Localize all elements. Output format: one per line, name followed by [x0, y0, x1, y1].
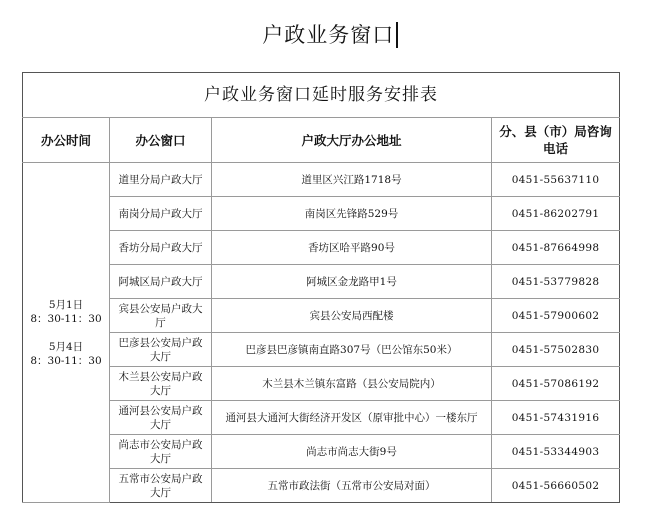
table-row — [23, 299, 620, 333]
table-row — [23, 197, 620, 231]
phone-cell: 0451-57086192 — [492, 367, 620, 401]
text-cursor — [396, 22, 398, 48]
office-date-1: 5月1日 — [48, 298, 84, 311]
phone-cell: 0451-55637110 — [492, 163, 620, 197]
window-cell: 宾县公安局户政大厅 — [110, 299, 212, 333]
col-header-time: 办公时间 — [23, 118, 110, 163]
phone-cell: 0451-57900602 — [492, 299, 620, 333]
spacer — [27, 326, 105, 340]
table-title: 户政业务窗口延时服务安排表 — [23, 73, 620, 118]
address-cell: 香坊区哈平路90号 — [212, 231, 492, 265]
address-cell: 通河县大通河大街经济开发区（原审批中心）一楼东厅 — [212, 401, 492, 435]
table-row — [23, 265, 620, 299]
window-cell: 阿城区局户政大厅 — [110, 265, 212, 299]
table-row — [23, 435, 620, 469]
address-cell: 尚志市尚志大街9号 — [212, 435, 492, 469]
window-cell: 通河县公安局户政大厅 — [110, 401, 212, 435]
col-header-address: 户政大厅办公地址 — [212, 118, 492, 163]
office-time-2: 8：30-11：30 — [30, 354, 102, 367]
table-row — [23, 231, 620, 265]
col-header-phone: 分、县（市）局咨询电话 — [492, 118, 620, 163]
phone-cell: 0451-57431916 — [492, 401, 620, 435]
table-row — [23, 469, 620, 503]
office-date-2: 5月4日 — [48, 340, 84, 353]
document-heading — [0, 20, 660, 50]
address-cell: 五常市政法街（五常市公安局对面） — [212, 469, 492, 503]
phone-cell: 0451-57502830 — [492, 333, 620, 367]
table-row — [23, 401, 620, 435]
table-row — [23, 333, 620, 367]
heading-text: 户政业务窗口 — [262, 23, 395, 47]
office-hours-cell — [23, 163, 110, 503]
window-cell: 尚志市公安局户政大厅 — [110, 435, 212, 469]
window-cell: 木兰县公安局户政大厅 — [110, 367, 212, 401]
address-cell: 道里区兴江路1718号 — [212, 163, 492, 197]
table-title-row — [23, 73, 620, 118]
phone-cell: 0451-87664998 — [492, 231, 620, 265]
address-cell: 南岗区先锋路529号 — [212, 197, 492, 231]
phone-cell: 0451-56660502 — [492, 469, 620, 503]
header-row — [23, 118, 620, 163]
table-row — [23, 163, 620, 197]
phone-cell: 0451-86202791 — [492, 197, 620, 231]
table-row — [23, 367, 620, 401]
phone-cell: 0451-53344903 — [492, 435, 620, 469]
phone-cell: 0451-53779828 — [492, 265, 620, 299]
office-time-1: 8：30-11：30 — [30, 312, 102, 325]
table-body — [23, 163, 620, 503]
address-cell: 阿城区金龙路甲1号 — [212, 265, 492, 299]
col-header-window: 办公窗口 — [110, 118, 212, 163]
window-cell: 五常市公安局户政大厅 — [110, 469, 212, 503]
window-cell: 南岗分局户政大厅 — [110, 197, 212, 231]
schedule-table — [22, 72, 620, 503]
window-cell: 香坊分局户政大厅 — [110, 231, 212, 265]
window-cell: 道里分局户政大厅 — [110, 163, 212, 197]
address-cell: 木兰县木兰镇东富路（县公安局院内） — [212, 367, 492, 401]
address-cell: 宾县公安局西配楼 — [212, 299, 492, 333]
window-cell: 巴彦县公安局户政大厅 — [110, 333, 212, 367]
address-cell: 巴彦县巴彦镇南直路307号（巴公馆东50米） — [212, 333, 492, 367]
